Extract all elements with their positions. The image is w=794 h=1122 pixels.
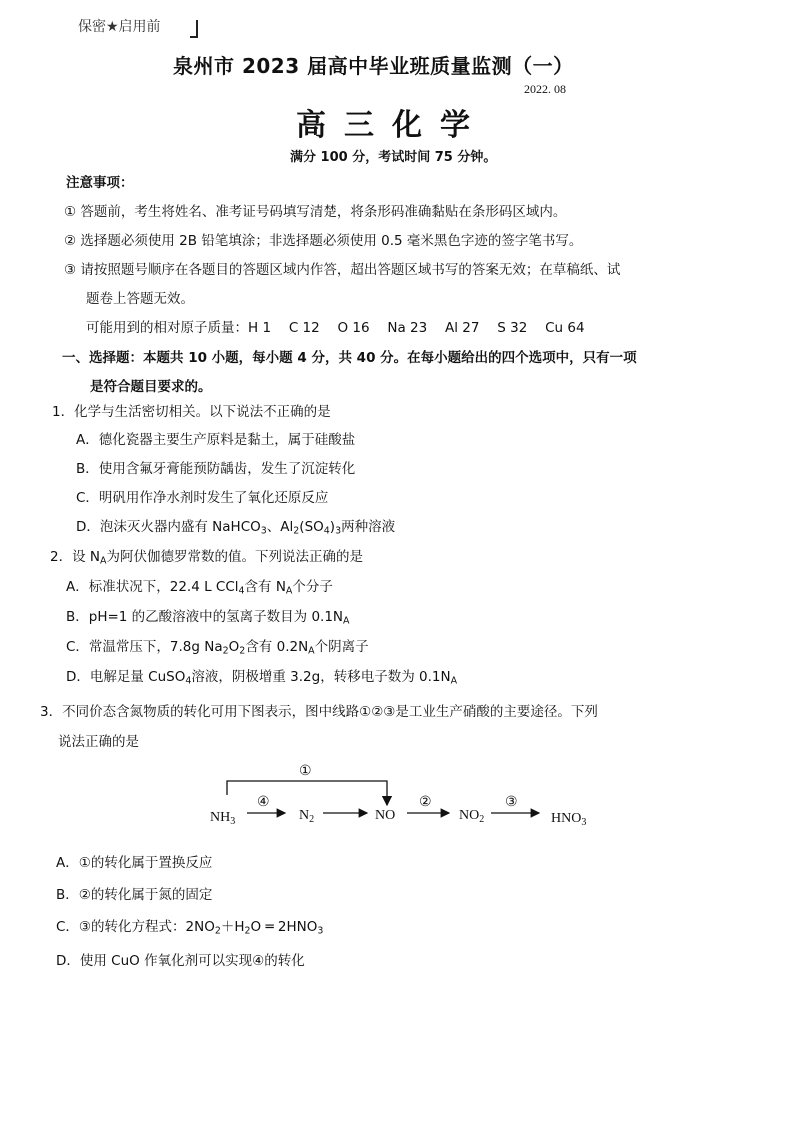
route-2-label: ② — [419, 795, 432, 810]
section-heading: 一、选择题：本题共 10 小题，每小题 4 分，共 40 分。在每小题给出的四个选项中，只有一项 — [62, 350, 637, 366]
question-3-option-a: A．①的转化属于置换反应 — [56, 855, 213, 871]
notes-item-3: ③ 请按照题号顺序在各题目的答题区域内作答，超出答题区域书写的答案无效；在草稿纸、试 — [64, 262, 621, 278]
question-1-option-b: B．使用含氟牙膏能预防龋齿，发生了沉淀转化 — [76, 461, 356, 477]
nitrogen-conversion-diagram — [195, 755, 615, 835]
species-n2: $N_2$ — [299, 808, 315, 825]
species-no2: $NO_2$ — [459, 808, 485, 825]
question-2-option-c: C．常温常压下，7.8g $Na_2O_2$含有 $0.2N_A$个阴离子 — [66, 639, 369, 657]
exam-title: 泉州市 2023 届高中毕业班质量监测（一） — [173, 54, 574, 78]
question-1-option-c: C．明矾用作净水剂时发生了氧化还原反应 — [76, 490, 329, 506]
exam-date: 2022. 08 — [524, 82, 566, 96]
species-no: NO — [375, 808, 396, 823]
question-2-option-b: B．pH=1 的乙酸溶液中的氢离子数目为 $0.1N_A$ — [66, 609, 350, 627]
question-1-stem: 1．化学与生活密切相关。以下说法不正确的是 — [52, 404, 331, 420]
question-2-stem: 2．设 $N_A$为阿伏伽德罗常数的值。下列说法正确的是 — [50, 549, 363, 567]
route-4-label: ④ — [257, 795, 270, 810]
question-1-option-a: A．德化瓷器主要生产原料是黏土，属于硅酸盐 — [76, 432, 356, 448]
question-3-option-c: C．③的转化方程式：$2NO_2+H_2O$ ═ $2HNO_3$ — [56, 919, 324, 937]
notes-item-3-cont: 题卷上答题无效。 — [86, 291, 194, 307]
question-3-option-b: B．②的转化属于氮的固定 — [56, 887, 213, 903]
notes-item-1: ① 答题前，考生将姓名、准考证号码填写清楚，将条形码准确黏贴在条形码区域内。 — [64, 204, 567, 220]
question-3-option-d: D．使用 CuO 作氧化剂可以实现④的转化 — [56, 953, 305, 969]
notes-heading: 注意事项： — [66, 175, 134, 191]
score-note: 满分 100 分，考试时间 75 分钟。 — [290, 150, 497, 165]
question-3-stem-cont: 说法正确的是 — [58, 734, 139, 750]
question-2-option-a: A．标准状况下，22.4 L CCl$_4$含有 $N_A$个分子 — [66, 579, 333, 597]
route-3-label: ③ — [505, 795, 518, 810]
notes-item-2: ② 选择题必须使用 2B 铅笔填涂；非选择题必须使用 0.5 毫米黑色字迹的签字笔书写。 — [64, 233, 583, 249]
confidential-stamp: 保密★启用前 — [78, 19, 161, 35]
question-2-option-d: D．电解足量 CuSO$_4$溶液，阴极增重 3.2g，转移电子数为 $0.1N_A$ — [66, 669, 458, 687]
species-hno3: $HNO_3$ — [551, 811, 587, 828]
species-nh3: $NH_3$ — [210, 810, 236, 827]
question-3-stem: 3．不同价态含氮物质的转化可用下图表示，图中线路①②③是工业生产硝酸的主要途径。下列 — [40, 704, 598, 720]
route-1-label: ① — [299, 764, 312, 779]
route-1-arrow — [227, 781, 387, 805]
subject-title: 高三化学 — [296, 108, 488, 143]
question-1-option-d: D．泡沫灭火器内盛有 NaHCO$_3$、$Al_2(SO_4)_3$两种溶液 — [76, 519, 396, 537]
atomic-masses: 可能用到的相对原子质量：H 1 C 12 O 16 Na 23 Al 27 S 32 Cu 64 — [86, 320, 585, 336]
section-heading-cont: 是符合题目要求的。 — [90, 379, 212, 395]
corner-mark — [190, 20, 198, 38]
